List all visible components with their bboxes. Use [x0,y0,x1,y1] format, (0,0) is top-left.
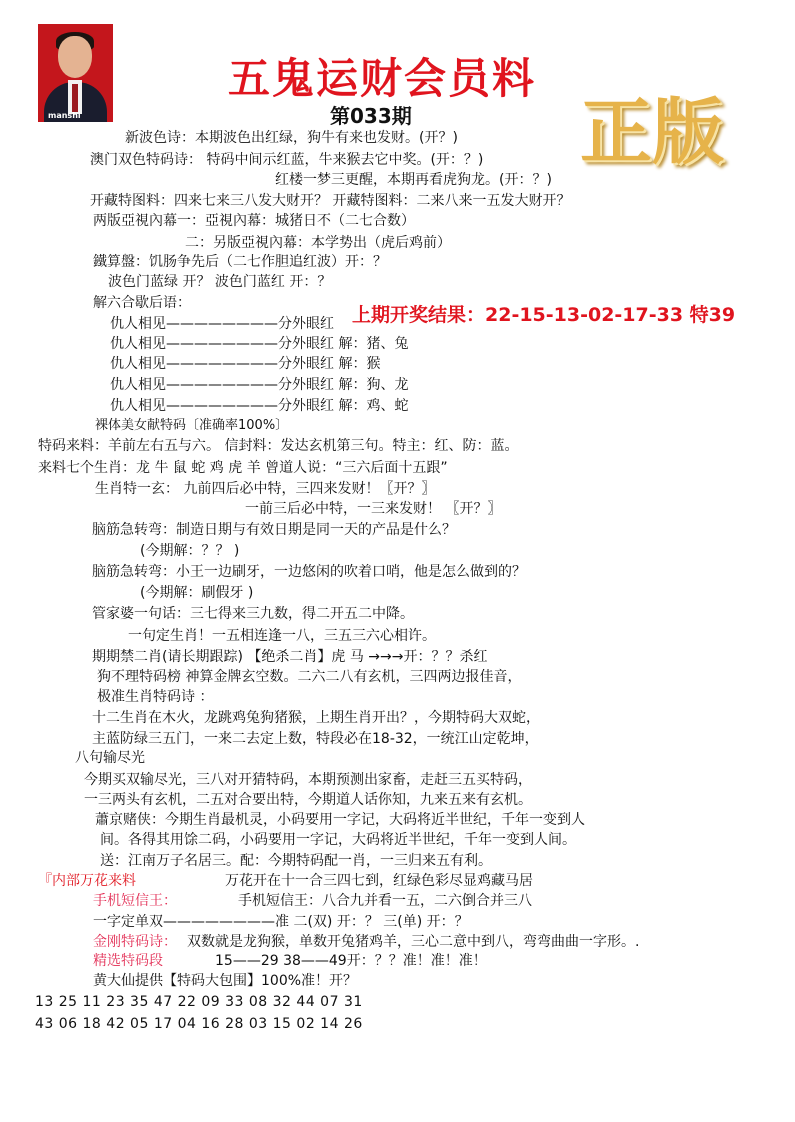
text-line: 脑筋急转弯：小王一边刷牙，一边悠闲的吹着口哨，他是怎么做到的？ [92,564,526,580]
text-line: 仇人相见————————分外眼红 [110,316,334,332]
text-line: 主蓝防绿三五门，一来二去定上数，特段必在18-32，一统江山定乾坤， [92,731,539,747]
text-line: 双数就是龙狗猴，单数开兔猪鸡羊，三心二意中到八，弯弯曲曲一字形。. [187,934,640,950]
text-line: 送：江南万子名居三。配：今期特码配一肖，一三归来五有利。 [100,853,492,869]
section-label: 金刚特码诗： [93,934,177,950]
portrait-photo [38,24,113,122]
text-line: 狗不理特码榜 神算金牌玄空数。二六二八有玄机，三四两边报佳音， [97,669,522,685]
section-label: 手机短信王： [93,893,177,909]
text-line: 手机短信王：八合九并看一五，二六倒合并三八 [238,893,532,909]
text-line: 黄大仙提供【特码大包围】100%准！开？ [93,973,358,989]
text-line: (今期解：刷假牙 ) [140,585,254,601]
text-line: 二：另版亞視內幕：本学势出（虎后鸡前） [185,235,451,251]
text-line: 澳门双色特码诗： 特码中间示红蓝，牛来猴去它中奖。(开：？) [90,152,484,168]
text-line: 两版亞視內幕一：亞視內幕：城猪日不（二七合数） [93,213,415,229]
last-draw-result: 上期开奖结果：22-15-13-02-17-33 特39 [352,304,736,326]
text-line: 仇人相见————————分外眼红 解：猴 [110,356,381,372]
text-line: 间。各得其用馀二码，小码要用一字记，大码将近半世纪，千年一变到人间。 [100,832,576,848]
text-line: 15——29 38——49开：？？准！准！准！ [215,953,487,969]
text-line: 极准生肖特码诗 ： [97,689,214,705]
page-title: 五鬼运财会员料 [228,54,537,103]
text-line: 十二生肖在木火，龙跳鸡兔狗猪猴，上期生肖开出？，今期特码大双蛇， [92,710,540,726]
text-line: 仇人相见————————分外眼红 解：猪、兔 [110,336,409,352]
text-line: 期期禁二肖(请长期跟踪) 【绝杀二肖】虎 马 →→→开：？？杀红 [92,649,488,665]
text-line: 八句输尽光 [75,750,145,766]
text-line: (今期解：？？ ) [140,543,240,559]
text-line: 开藏特图料：四来七来三八发大财开？ 开藏特图料：二来八来一五发大财开？ [90,193,571,209]
text-line: 一句定生肖！一五相连逢一八，三五三六心相许。 [128,628,436,644]
text-line: 蕭京赌侠：今期生肖最机灵，小码要用一字记，大码将近半世纪，千年一变到人 [95,812,585,828]
text-line: 解六合歇后语： [93,295,191,311]
authentic-badge: 正版 [580,89,725,174]
number-row: 43 06 18 42 05 17 04 16 28 03 15 02 14 26 [35,1016,363,1032]
text-line: 仇人相见————————分外眼红 解：狗、龙 [110,377,409,393]
section-label: 『内部万花来料 [38,873,136,889]
number-row: 13 25 11 23 35 47 22 09 33 08 32 44 07 31 [35,994,363,1010]
text-line: 裸体美女献特码〔准确率100%〕 [95,418,289,433]
text-line: 波色门蓝绿 开？ 波色门蓝红 开：？ [108,274,332,290]
text-line: 鐵算盤：饥肠争先后（二七作胆追红波）开：？ [93,254,387,270]
text-line: 今期买双输尽光，三八对开猜特码，本期预测出家畜，走赶三五买特码， [84,772,532,788]
text-line: 管家婆一句话：三七得来三九数，得二开五二中降。 [92,606,414,622]
issue-number: 第033期 [330,104,412,128]
text-line: 脑筋急转弯：制造日期与有效日期是同一天的产品是什么？ [92,522,456,538]
section-label: 精选特码段 [93,953,163,969]
text-line: 红楼一梦三更醒，本期再看虎狗龙。(开：？) [275,172,552,188]
text-line: 一字定单双————————准 二(双) 开：？ 三(单) 开：？ [93,914,469,930]
text-line: 万花开在十一合三四七到，红绿色彩尽显鸡藏马居 [225,873,533,889]
text-line: 新波色诗：本期波色出红绿，狗牛有来也发财。(开？) [125,130,458,146]
text-line: 一三两头有玄机，二五对合要出特，今期道人话你知，九来五来有玄机。 [84,792,532,808]
text-line: 生肖特一玄： 九前四后必中特，三四来发财！〖开？〗 [95,481,436,497]
text-line: 仇人相见————————分外眼红 解：鸡、蛇 [110,398,409,414]
text-line: 来料七个生肖：龙 牛 鼠 蛇 鸡 虎 羊 曾道人说：“三六后面十五跟” [38,460,448,476]
text-line: 一前三后必中特，一三来发财！ 〖开？〗 [245,501,502,517]
text-line: 特码来料：羊前左右五与六。 信封料：发达玄机第三句。特主：红、防：蓝。 [38,438,519,454]
photo-caption: manshi [48,111,81,120]
